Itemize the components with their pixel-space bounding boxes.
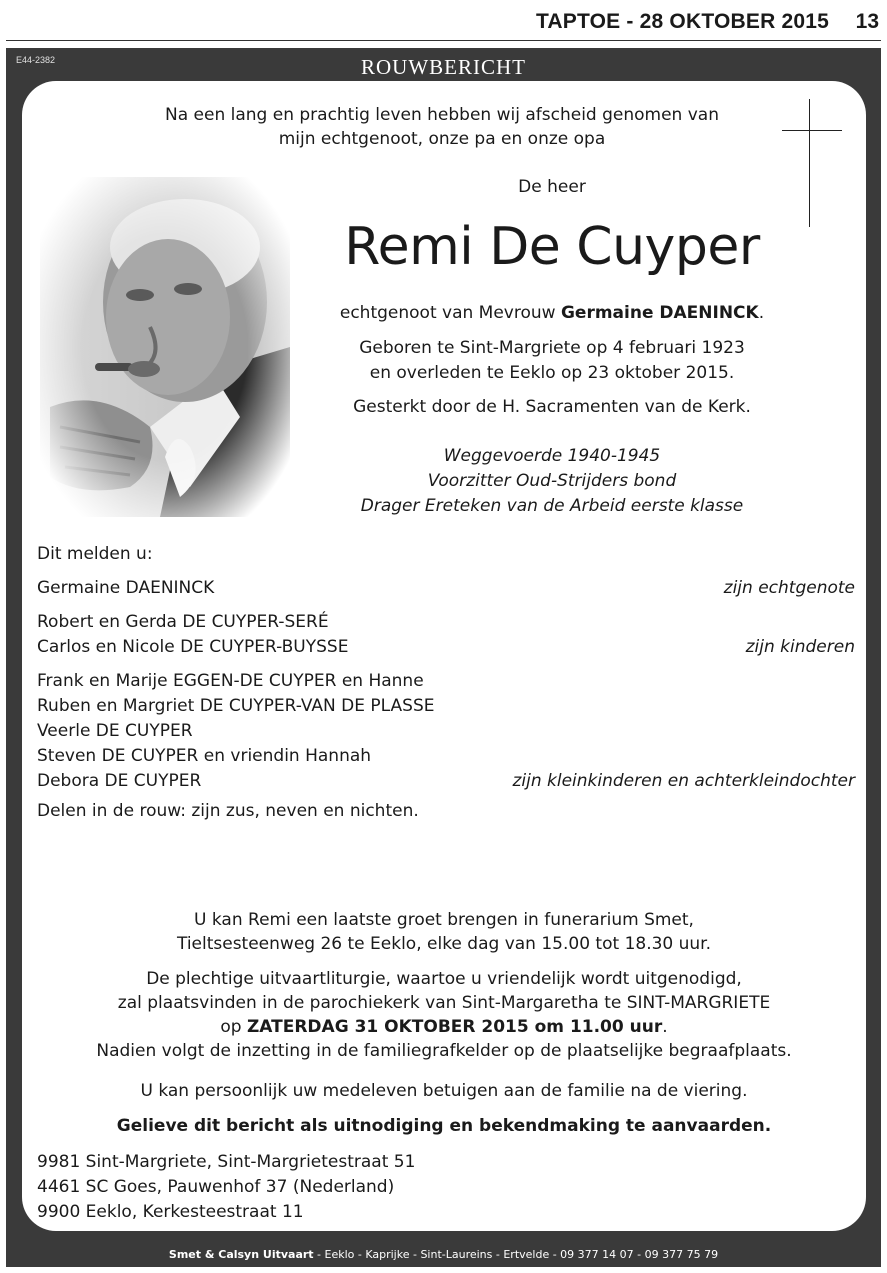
list-item: Frank en Marije EGGEN-DE CUYPER en Hanne (37, 671, 424, 691)
ad-reference-code: E44-2382 (16, 55, 56, 65)
list-item: Robert en Gerda DE CUYPER-SERÉ (37, 612, 329, 632)
title-prefix: De heer (518, 177, 586, 197)
funeral-home-footer: Smet & Calsyn Uitvaart - Eeklo - Kaprijke - Sint-Laureins - Ertvelde - 09 377 14 07 - 09 377 75 79 (168, 1248, 719, 1261)
sacraments-line: Gesterkt door de H. Sacramenten van de Kerk. (353, 397, 751, 417)
obituary-card (22, 81, 866, 1231)
cross-icon (782, 99, 842, 227)
spouse-name: Germaine DAENINCK (560, 303, 759, 323)
obituary-frame (6, 48, 881, 1267)
intro-text: Na een lang en prachtig leven hebben wij afscheid genomen van mijn echtgenoot, onze pa en onze opa (164, 105, 719, 149)
list-item: Germaine DAENINCK zijn echtgenote (37, 576, 855, 601)
funeral-home-name: Smet & Calsyn Uitvaart (168, 1248, 314, 1261)
portrait-photo (40, 177, 290, 517)
newspaper-date-title: TAPTOE - 28 OKTOBER 2015 (535, 10, 829, 33)
page-header (0, 0, 887, 42)
visit-info: U kan Remi een laatste groet brengen in funerarium Smet, Tieltsesteenweg 26 te Eeklo, elke dag van 15.00 tot 18.30 uur. (176, 910, 712, 954)
mourners-intro: Dit melden u: (37, 544, 153, 564)
list-item: Debora DE CUYPER zijn kleinkinderen en achterkleindochter (37, 769, 855, 794)
service-info: De plechtige uitvaartliturgie, waartoe u vriendelijk wordt uitgenodigd, zal plaatsvinden in de parochiekerk van Sint-Margaretha te SINT-MARGRIETE op ZATERDAG 31 OKTOBER 2015 om 11.00 uur. Nadien volgt de inzetting in de familiegrafkelder op de plaatselijke begraafplaats. (42, 967, 846, 1063)
family-addresses: 9981 Sint-Margriete, Sint-Margrietestraat 51 4461 SC Goes, Pauwenhof 37 (Nederland) 9900 Eeklo, Kerkesteestraat 11 (37, 1152, 416, 1222)
condolence-line: U kan persoonlijk uw medeleven betuigen aan de familie na de viering. (140, 1081, 748, 1101)
death-line: en overleden te Eeklo op 23 oktober 2015. (369, 363, 735, 383)
header-divider (6, 40, 881, 41)
invitation-line: Gelieve dit bericht als uitnodiging en bekendmaking te aanvaarden. (116, 1116, 772, 1136)
burial-line: Nadien volgt de inzetting in de familiegrafkelder op de plaatselijke begraafplaats. (96, 1041, 792, 1061)
others-line: Delen in de rouw: zijn zus, neven en nichten. (37, 801, 419, 821)
relation-label: zijn echtgenote (723, 578, 855, 598)
service-date: ZATERDAG 31 OKTOBER 2015 om 11.00 uur (246, 1017, 663, 1037)
deceased-name: Remi De Cuyper (344, 217, 760, 277)
notice-heading: ROUWBERICHT (361, 55, 526, 79)
distinctions: Weggevoerde 1940-1945 Voorzitter Oud-Strijders bond Drager Ereteken van de Arbeid eerste klasse (360, 446, 744, 516)
relation-label: zijn kleinkinderen en achterkleindochter (512, 771, 855, 791)
list-item: Steven DE CUYPER en vriendin Hannah (37, 746, 372, 766)
birth-line: Geboren te Sint-Margriete op 4 februari 1923 (359, 338, 745, 358)
page-number: 13 (855, 10, 879, 33)
list-item: Ruben en Margriet DE CUYPER-VAN DE PLASSE (37, 696, 435, 716)
mourners-list (37, 542, 855, 824)
relation-label: zijn kinderen (745, 637, 855, 657)
list-item: Veerle DE CUYPER (37, 721, 193, 741)
list-item: Carlos en Nicole DE CUYPER-BUYSSE zijn kinderen (37, 635, 855, 660)
spouse-line: echtgenoot van Mevrouw Germaine DAENINCK. (339, 303, 765, 323)
